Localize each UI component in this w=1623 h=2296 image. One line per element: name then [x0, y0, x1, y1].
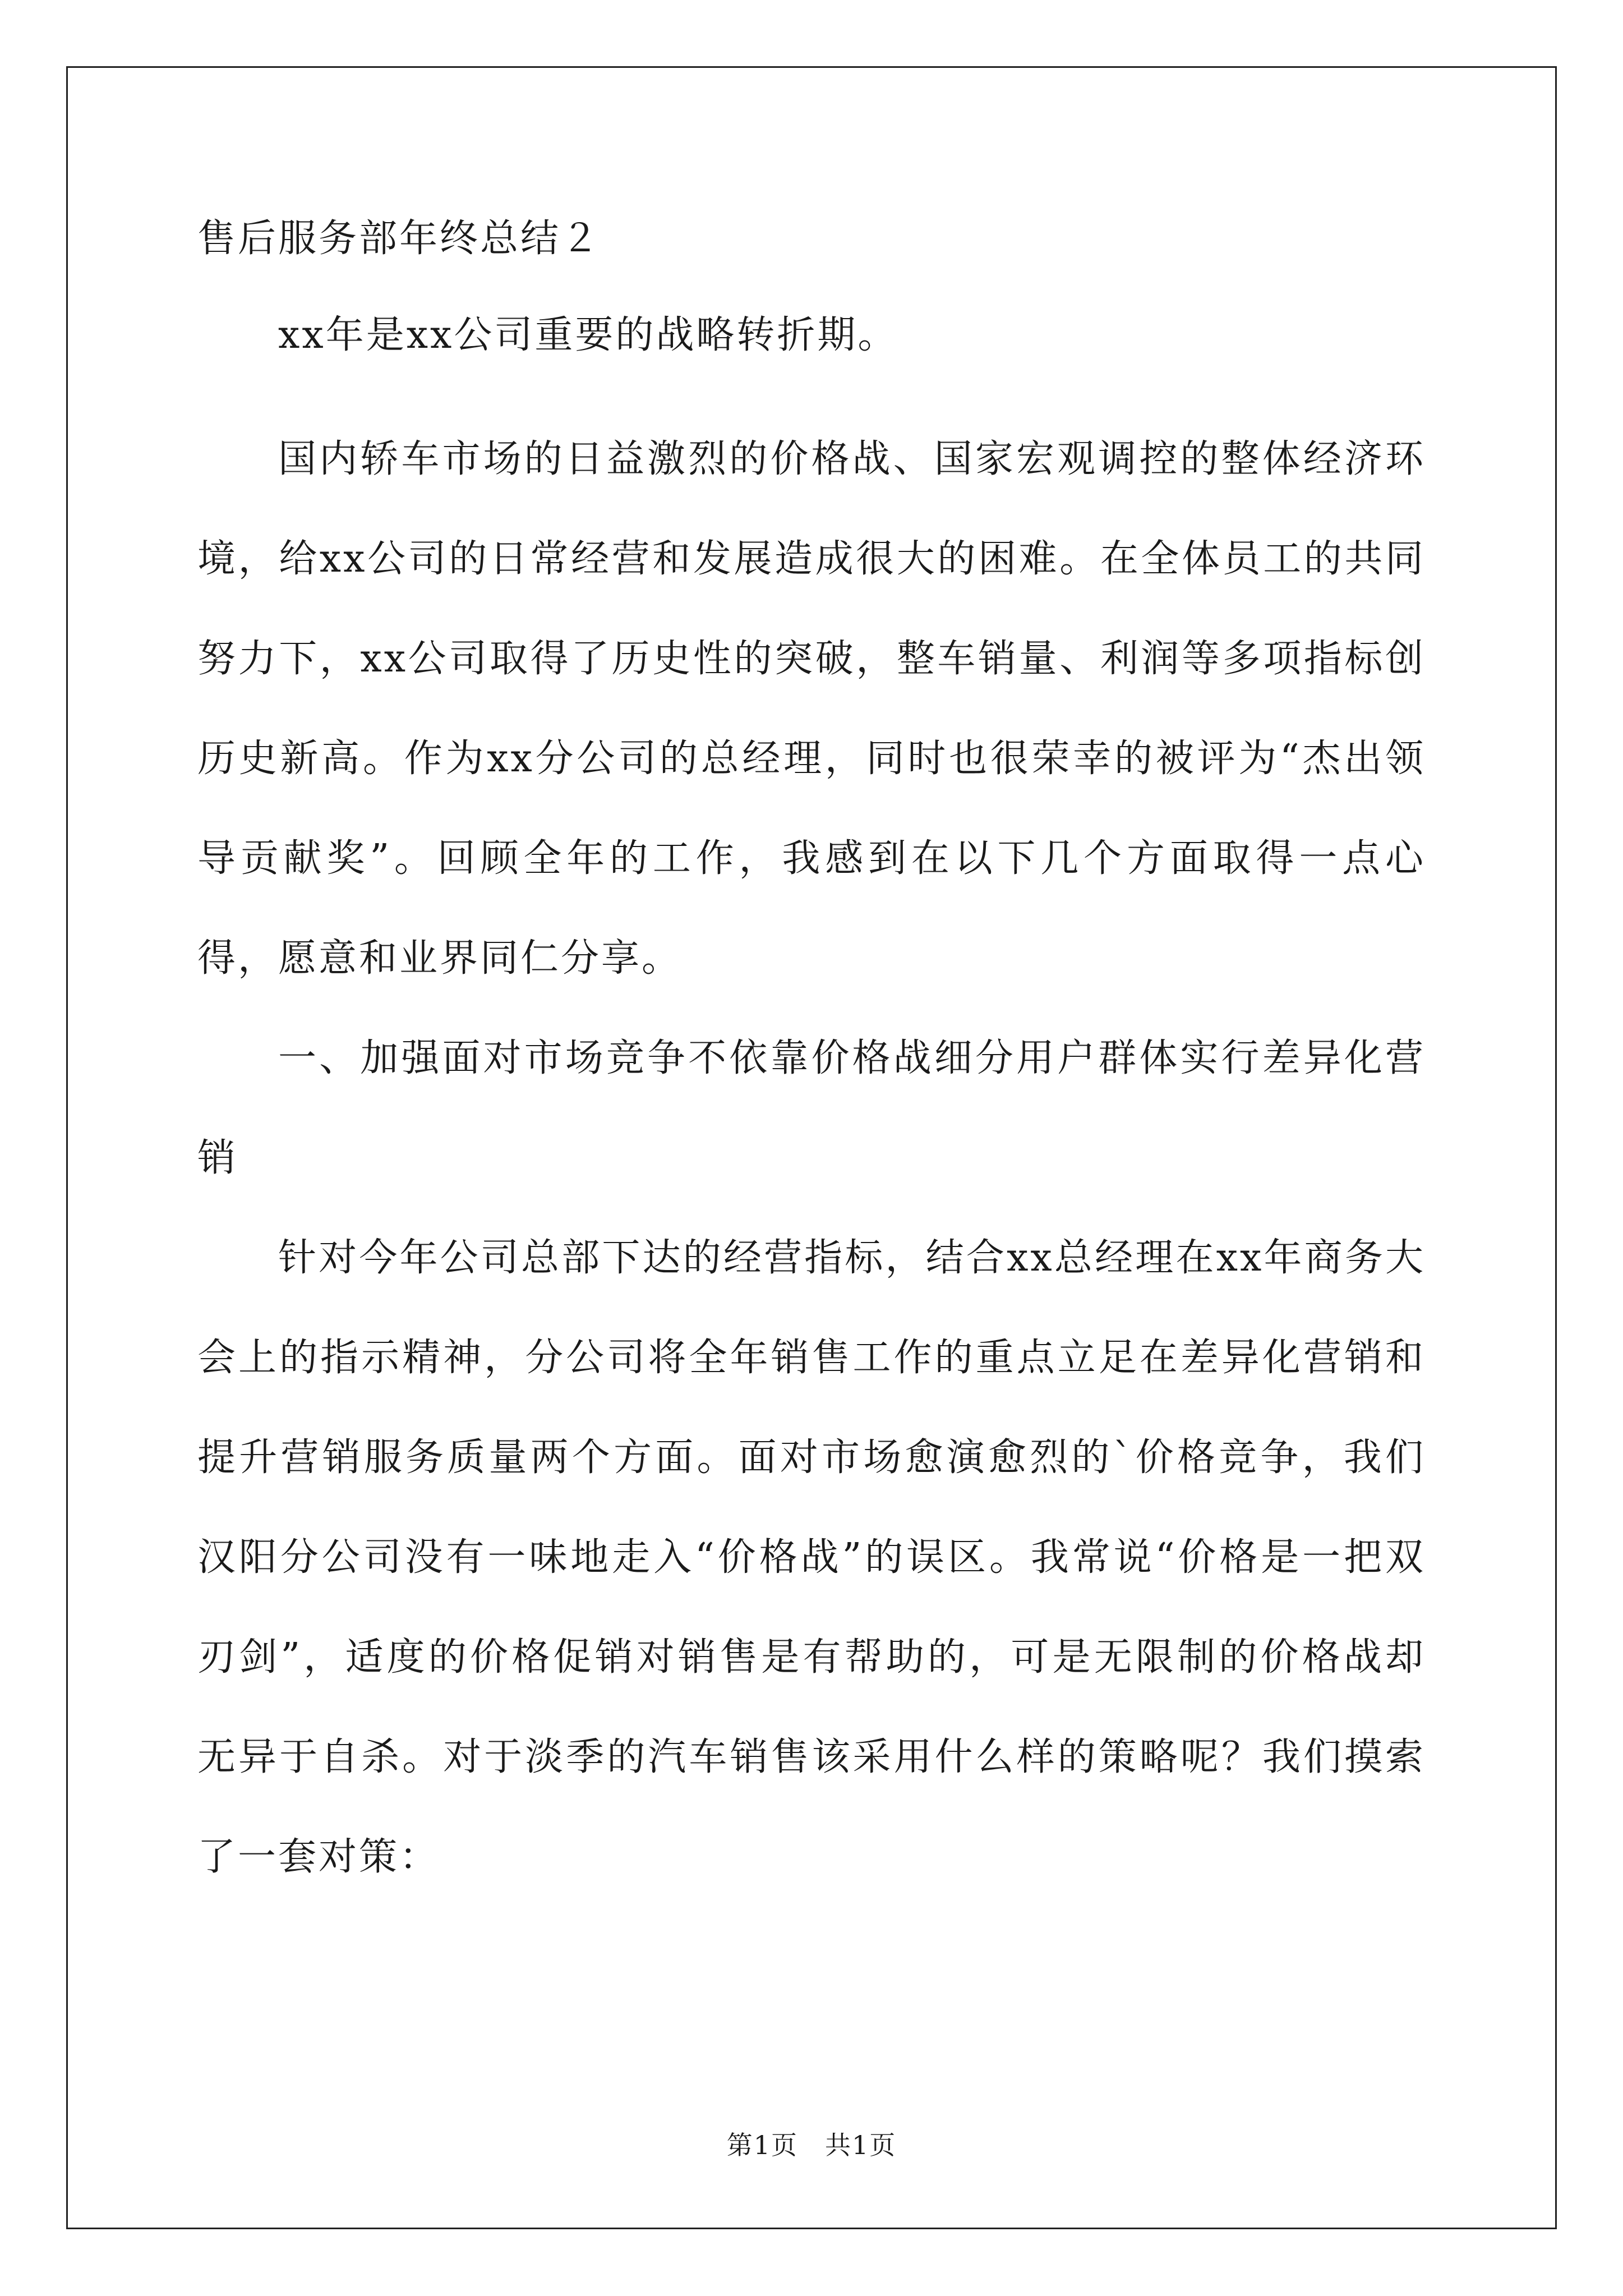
page-footer: 第1页 共1页 — [726, 2130, 897, 2160]
section-heading-1: 一、加强面对市场竞争不依靠价格战细分用户群体实行差异化营销 — [197, 1036, 1426, 1180]
paragraph-strategy: 针对今年公司总部下达的经营指标，结合xx总经理在xx年商务大会上的指示精神，分公司将全年销售工作的重点立足在差异化营销和提升营销服务质量两个方面。面对市场愈演愈烈的`价格竞争，我们汉阳分公司没有一味地走入“价格战”的误区。我常说“价格是一把双刃剑”，适度的价格促销对销售是有帮助的，可是无限制的价格战却无异于自杀。对于淡季的汽车销售该采用什么样的策略呢？我们摸索了一套对策： — [197, 1236, 1426, 1879]
paragraph-overview: 国内轿车市场的日益激烈的价格战、国家宏观调控的整体经济环境，给xx公司的日常经营和发展造成很大的困难。在全体员工的共同努力下，xx公司取得了历史性的突破，整车销量、利润等多项指标创历史新高。作为xx分公司的总经理，同时也很荣幸的被评为“杰出领导贡献奖”。回顾全年的工作，我感到在以下几个方面取得一点心得，愿意和业界同仁分享。 — [197, 437, 1426, 981]
document-body — [197, 213, 1426, 1907]
paragraph-intro: xx年是xx公司重要的战略转折期。 — [278, 313, 898, 357]
document-title: 售后服务部年终总结２ — [197, 217, 602, 261]
